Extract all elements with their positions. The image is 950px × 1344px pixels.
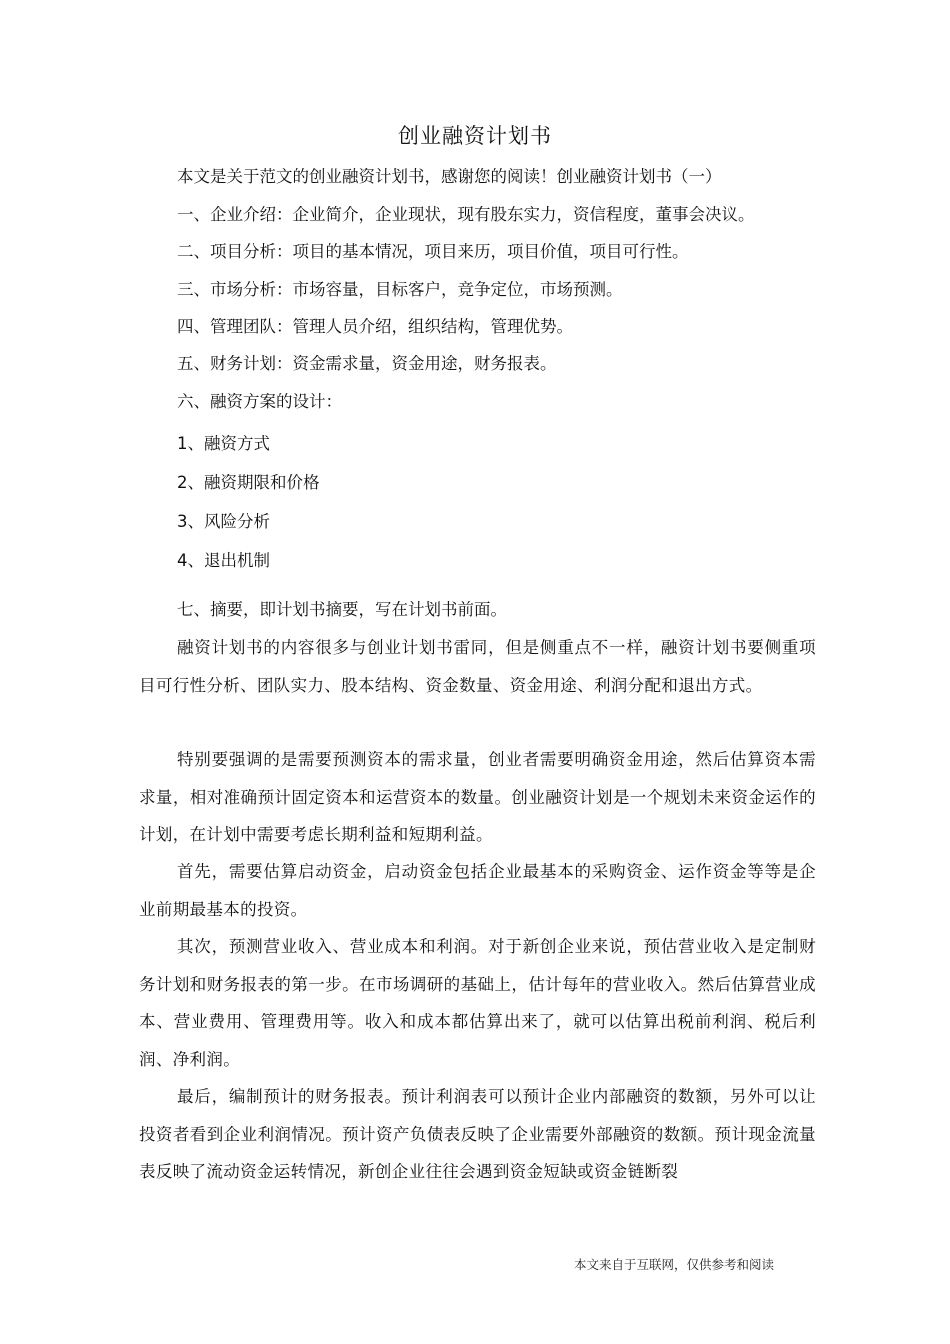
subitem-term-and-price: 2、融资期限和价格	[177, 473, 320, 492]
paragraph-revenue-forecast: 其次，预测营业收入、营业成本和利润。对于新创企业来说，预估营业收入是定制财务计划和财务报表的第一步。在市场调研的基础上，估计每年的营业收入。然后估算营业成本、营业费用、管理费用等。收入和成本都估算出来了，就可以估算出税前利润、税后利润、净利润。	[139, 937, 816, 1069]
document-title: 创业融资计划书	[398, 124, 552, 148]
section-market-analysis: 三、市场分析：市场容量，目标客户，竞争定位，市场预测。	[177, 280, 623, 299]
intro-line: 本文是关于范文的创业融资计划书，感谢您的阅读！创业融资计划书（一）	[177, 167, 722, 186]
section-company-intro: 一、企业介绍：企业简介，企业现状，现有股东实力，资信程度，董事会决议。	[177, 205, 755, 224]
paragraph-startup-funds: 首先，需要估算启动资金，启动资金包括企业最基本的采购资金、运作资金等等是企业前期最基本的投资。	[139, 862, 816, 919]
paragraph-financial-statements: 最后，编制预计的财务报表。预计利润表可以预计企业内部融资的数额，另外可以让投资者看到企业利润情况。预计资产负债表反映了企业需要外部融资的数额。预计现金流量表反映了流动资金运转情况，新创企业往往会遇到资金短缺或资金链断裂	[139, 1087, 816, 1181]
subitem-exit-mechanism: 4、退出机制	[177, 551, 270, 570]
paragraph-capital-forecast: 特别要强调的是需要预测资本的需求量，创业者需要明确资金用途，然后估算资本需求量，相对准确预计固定资本和运营资本的数量。创业融资计划是一个规划未来资金运作的计划，在计划中需要考虑长期利益和短期利益。	[139, 750, 816, 844]
section-project-analysis: 二、项目分析：项目的基本情况，项目来历，项目价值，项目可行性。	[177, 242, 689, 261]
section-management-team: 四、管理团队：管理人员介绍，组织结构，管理优势。	[177, 317, 573, 336]
subitem-financing-method: 1、融资方式	[177, 434, 270, 453]
section-financing-design: 六、融资方案的设计：	[177, 392, 342, 411]
footer-note: 本文来自于互联网，仅供参考和阅读	[574, 1257, 775, 1272]
section-financial-plan: 五、财务计划：资金需求量，资金用途，财务报表。	[177, 354, 557, 373]
section-summary: 七、摘要，即计划书摘要，写在计划书前面。	[177, 600, 507, 619]
subitem-risk-analysis: 3、风险分析	[177, 512, 270, 531]
paragraph-focus: 融资计划书的内容很多与创业计划书雷同，但是侧重点不一样，融资计划书要侧重项目可行性分析、团队实力、股本结构、资金数量、资金用途、利润分配和退出方式。	[139, 638, 816, 695]
